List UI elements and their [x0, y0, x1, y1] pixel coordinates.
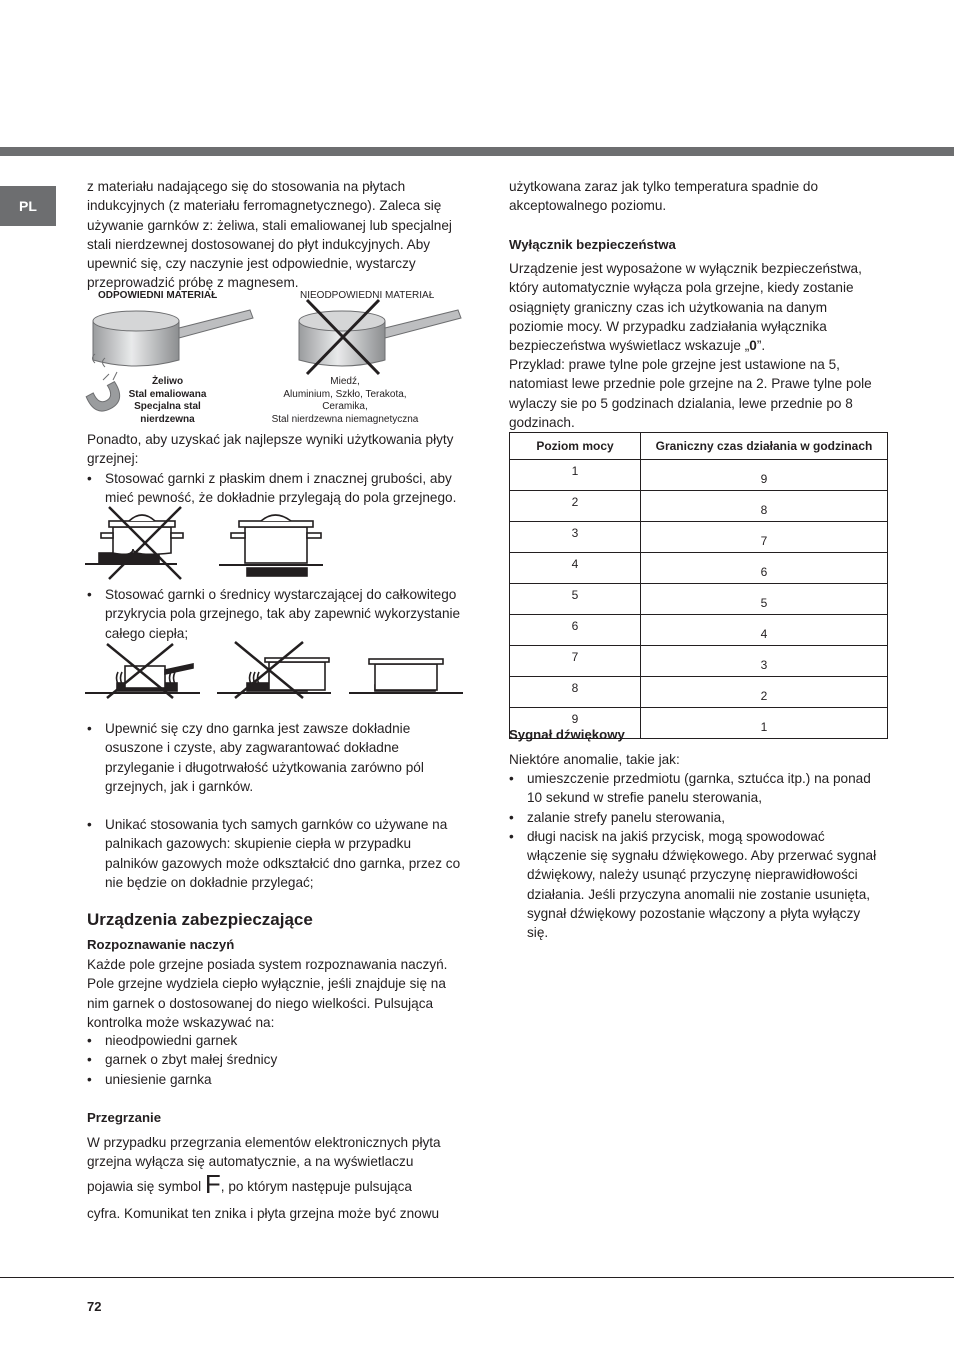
material-item: Specjalna stal: [134, 401, 201, 412]
header-bar: [0, 147, 954, 156]
beep-list: [509, 769, 884, 943]
power-level-cell: 8: [510, 677, 641, 708]
time-limit-cell: 3: [641, 646, 888, 677]
tip-flat-bottom: • Stosować garnki z płaskim dnem i znacznej grubości, aby mieć pewność, że dokładnie przylegają do pola grzejnego.: [87, 469, 467, 508]
recognition-text: Każde pole grzejne posiada system rozpoznawania naczyń. Pole grzejne wydziela ciepło wyłącznie, jeśli znajduje się na nim garnek o dostosowanej do niego wielkości. Pulsująca kontrolka może wskazywać na:: [87, 957, 448, 1030]
time-limit-cell: 1: [641, 708, 888, 739]
language-tab: [0, 186, 56, 226]
overheat-text-end: cyfra. Komunikat ten znika i płyta grzejna może być znowu: [87, 1206, 440, 1221]
time-limit-cell: 8: [641, 491, 888, 522]
table-row: [510, 460, 888, 491]
recognition-item: • uniesienie garnka: [87, 1070, 467, 1089]
material-item: Miedź,: [330, 376, 360, 387]
table-row: [510, 615, 888, 646]
example-text: Przyklad: prawe tylne pole grzejne jest ustawione na 5, natomiast lewe przednie pole grzejne na 2. Prawe tylne pole wylaczy sie po 5 godzinach dzialania, lewe przednie po 8 godzinach.: [509, 357, 872, 430]
tip-list-1: [87, 469, 467, 508]
recognition-heading: Rozpoznawanie naczyń: [87, 937, 235, 952]
table-row: [510, 491, 888, 522]
beep-item: • umieszczenie przedmiotu (garnka, sztućca itp.) na ponad 10 sekund w strefie panelu sterowania,: [509, 769, 884, 808]
material-item: nierdzewna: [140, 413, 195, 425]
flat-bottom-figure: [85, 505, 325, 585]
table-row: [510, 677, 888, 708]
suitable-label: ODPOWIEDNI MATERIAŁ: [98, 290, 218, 301]
overheat-heading: Przegrzanie: [87, 1110, 162, 1125]
overheat-text-symbol-line: [87, 1169, 467, 1199]
power-time-table: [509, 432, 888, 739]
time-limit-cell: 2: [641, 677, 888, 708]
suitable-pan-icon: [93, 310, 254, 367]
overheat-text: W przypadku przegrzania elementów elektronicznych płyta grzejna wyłącza się automatycznie, a na wyświetlaczu: [87, 1135, 441, 1170]
table-header-row: [510, 433, 888, 460]
tip-diameter: • Stosować garnki o średnicy wystarczającej do całkowitego przykrycia pola grzejnego, tak aby zapewnić wykorzystanie całego ciepła;: [87, 585, 467, 643]
overheat-symbol: F: [204, 1169, 221, 1199]
unsuitable-label: NIEODPOWIEDNI MATERIAŁ: [300, 290, 435, 301]
tip-list-2: [87, 585, 467, 643]
warped-pan-icon: [85, 515, 183, 564]
tip-list-4: [87, 815, 467, 892]
material-item: Ceramika,: [322, 401, 368, 412]
safety-heading: Urządzenia zabezpieczające: [87, 910, 313, 929]
tip-gas-pans: • Unikać stosowania tych samych garnków co używane na palnikach gazowych: skupienie ciepła w przypadku palników gazowych może odkształcić dno garnka, przez co nie będzie on dokładnie przylegać;: [87, 815, 467, 892]
materials-figure: [85, 288, 470, 428]
time-limit-cell: 7: [641, 522, 888, 553]
footer-rule: [0, 1277, 954, 1278]
diameter-figure: [85, 640, 465, 700]
column-header: Graniczny czas działania w godzinach: [641, 433, 888, 460]
power-level-cell: 4: [510, 553, 641, 584]
language-label: PL: [19, 198, 37, 214]
material-item: Aluminium, Szkło, Terakota,: [283, 388, 407, 400]
beep-item: • zalanie strefy panelu sterowania,: [509, 808, 884, 827]
power-level-cell: 9: [510, 708, 641, 739]
material-item: Stal nierdzewna niemagnetyczna: [271, 413, 419, 425]
switch-text-part: ”.: [756, 338, 766, 354]
suitable-materials-list: [105, 376, 230, 426]
power-level-cell: 2: [510, 491, 641, 522]
tips-intro: Ponadto, aby uzyskać jak najlepsze wyniki użytkowania płyty grzejnej:: [87, 432, 454, 467]
switch-heading: Wyłącznik bezpieczeństwa: [509, 237, 676, 252]
power-level-cell: 7: [510, 646, 641, 677]
time-limit-cell: 6: [641, 553, 888, 584]
switch-text: [509, 259, 879, 355]
unsuitable-materials-list: [260, 376, 430, 426]
material-item: Stal emaliowana: [128, 388, 207, 400]
table-row: [510, 522, 888, 553]
recognition-list: [87, 1031, 467, 1089]
table-row: [510, 584, 888, 615]
page-number: 72: [87, 1299, 102, 1314]
column-header: Poziom mocy: [510, 433, 641, 460]
power-level-cell: 5: [510, 584, 641, 615]
time-limit-cell: 4: [641, 615, 888, 646]
time-limit-cell: 9: [641, 460, 888, 491]
material-item: Żeliwo: [151, 376, 184, 387]
power-level-cell: 6: [510, 615, 641, 646]
overheat-text-part: pojawia się symbol: [87, 1179, 205, 1194]
recognition-item: • garnek o zbyt małej średnicy: [87, 1050, 467, 1069]
flat-pan-icon: [219, 515, 323, 576]
tip-dry-bottom: • Upewnić się czy dno garnka jest zawsze dokładnie osuszone i czyste, aby zagwarantować dokładne przyleganie i długotrwałość użytkowania zarówno pól grzejnych, jak i garnków.: [87, 719, 467, 796]
beep-item: • długi nacisk na jakiś przycisk, mogą spowodować włączenie się sygnału dźwiękowego. Aby przerwać sygnał dźwiękowy, należy usunąć przyczynę nieprawidłowości działania. Jeśli przyczyna anomalii nie zostanie usunięta, sygnał dźwiękowy pozostanie włączony a płyta wyłączy się.: [509, 827, 884, 943]
continued-text: użytkowana zaraz jak tylko temperatura spadnie do akceptowalnego poziomu.: [509, 179, 819, 214]
recognition-item: • nieodpowiedni garnek: [87, 1031, 467, 1050]
power-level-cell: 1: [510, 460, 641, 491]
tip-list-3: [87, 719, 467, 796]
switch-text-part: Urządzenie jest wyposażone w wyłącznik bezpieczeństwa, który automatycznie wyłącza pola grzejne, kiedy zostanie osiągnięty graniczny czas ich użytkowania na danym poziomie mocy. W przypadku zadziałania wyłącznika bezpieczeństwa wyświetlacz wskazuje „: [509, 261, 862, 354]
table-row: [510, 553, 888, 584]
table-row: [510, 646, 888, 677]
beep-intro: Niektóre anomalie, takie jak:: [509, 752, 680, 767]
power-level-cell: 3: [510, 522, 641, 553]
time-limit-cell: 5: [641, 584, 888, 615]
beep-heading: Sygnał dźwiękowy: [509, 727, 625, 742]
switch-display-value: 0: [749, 338, 757, 354]
correct-pan-icon: [349, 659, 463, 693]
intro-paragraph: z materiału nadającego się do stosowania na płytach indukcyjnych (z materiału ferromagnetycznego). Zaleca się używanie garnków z: żeliwa, stali emaliowanej lub specjalnej stali nierdzewnej dostosowanej do płyt indukcyjnych. Aby upewnić się, czy naczynie jest odpowiednie, wystarczy przeprowadzić próbę z magnesem.: [87, 179, 452, 291]
overheat-text-part: , po którym następuje pulsująca: [220, 1179, 412, 1194]
